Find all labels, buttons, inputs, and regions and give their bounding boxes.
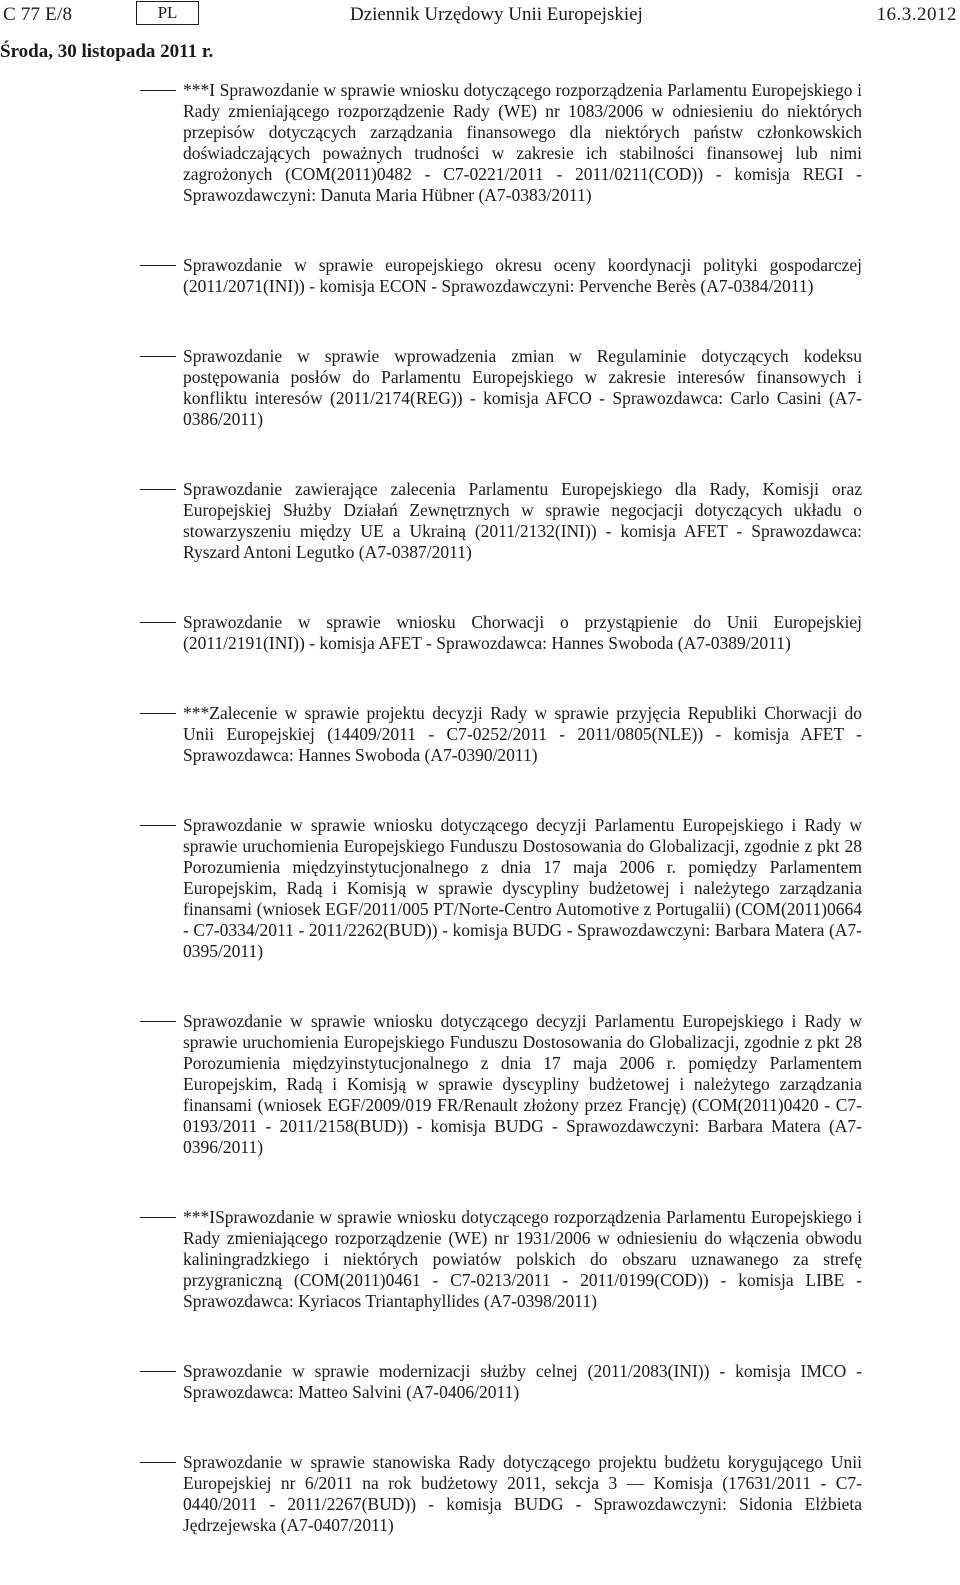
sitting-date: Środa, 30 listopada 2011 r.: [0, 41, 214, 62]
dash-marker: [140, 90, 176, 91]
dash-marker: [140, 1217, 176, 1218]
journal-code: C 77 E/8: [3, 4, 73, 25]
agenda-item: [0, 346, 862, 430]
agenda-item: [0, 1361, 862, 1403]
agenda-item-text: Sprawozdanie w sprawie wniosku dotyczącego decyzji Parlamentu Europejskiego i Rady w sprawie uruchomienia Europejskiego Funduszu Dostosowania do Globalizacji, zgodnie z pkt 28 Porozumienia międzyinstytucjonalnego z dnia 17 maja 2006 r. pomiędzy Parlamentem Europejskim, Radą i Komisją w sprawie dyscypliny budżetowej i należytego zarządzania finansami (wniosek EGF/2009/019 FR/Renault złożony przez Francję) (COM(2011)0420 - C7-0193/2011 - 2011/2158(BUD)) - komisja BUDG - Sprawozdawczyni: Barbara Matera (A7-0396/2011): [183, 1011, 862, 1157]
agenda-item-text: Sprawozdanie w sprawie modernizacji służby celnej (2011/2083(INI)) - komisja IMCO - Sprawozdawca: Matteo Salvini (A7-0406/2011): [183, 1361, 862, 1402]
dash-marker: [140, 1021, 176, 1022]
agenda-item-text: Sprawozdanie w sprawie stanowiska Rady dotyczącego projektu budżetu korygującego Unii Europejskiej nr 6/2011 na rok budżetowy 2011, sekcja 3 — Komisja (17631/2011 - C7-0440/2011 - 2011/2267(BUD)) - komisja BUDG - Sprawozdawczyni: Sidonia Elżbieta Jędrzejewska (A7-0407/2011): [183, 1452, 862, 1535]
language-badge: PL: [136, 1, 199, 25]
page-header: [0, 0, 960, 30]
dash-marker: [140, 265, 176, 266]
agenda-item-text: ***Zalecenie w sprawie projektu decyzji Rady w sprawie przyjęcia Republiki Chorwacji do Unii Europejskiej (14409/2011 - C7-0252/2011 - 2011/0805(NLE)) - komisja AFET - Sprawozdawca: Hannes Swoboda (A7-0390/2011): [183, 703, 862, 765]
agenda-item: [0, 1207, 862, 1312]
journal-title: Dziennik Urzędowy Unii Europejskiej: [350, 4, 643, 25]
agenda-item: [0, 612, 862, 654]
agenda-item-text: ***ISprawozdanie w sprawie wniosku dotyczącego rozporządzenia Parlamentu Europejskiego i Rady zmieniającego rozporządzenie (WE) nr 1931/2006 w odniesieniu do włączenia obwodu kaliningradzkiego i niektórych powiatów polskich do obszaru uznawanego za strefę przygraniczną (COM(2011)0461 - C7-0213/2011 - 2011/0199(COD)) - komisja LIBE - Sprawozdawca: Kyriacos Triantaphyllides (A7-0398/2011): [183, 1207, 862, 1311]
agenda-item: [0, 1452, 862, 1536]
agenda-item: [0, 703, 862, 766]
agenda-item: [0, 479, 862, 563]
agenda-item: [0, 815, 862, 962]
dash-marker: [140, 825, 176, 826]
dash-marker: [140, 356, 176, 357]
dash-marker: [140, 1371, 176, 1372]
agenda-item-text: Sprawozdanie w sprawie wniosku dotyczącego decyzji Parlamentu Europejskiego i Rady w sprawie uruchomienia Europejskiego Funduszu Dostosowania do Globalizacji, zgodnie z pkt 28 Porozumienia międzyinstytucjonalnego z dnia 17 maja 2006 r. pomiędzy Parlamentem Europejskim, Radą i Komisją w sprawie dyscypliny budżetowej i należytego zarządzania finansami (wniosek EGF/2011/005 PT/Norte-Centro Automotive z Portugalii) (COM(2011)0664 - C7-0334/2011 - 2011/2262(BUD)) - komisja BUDG - Sprawozdawczyni: Barbara Matera (A7-0395/2011): [183, 815, 862, 961]
agenda-item: [0, 255, 862, 297]
agenda-list: [0, 80, 862, 1585]
dash-marker: [140, 1462, 176, 1463]
dash-marker: [140, 622, 176, 623]
agenda-item-text: Sprawozdanie w sprawie wniosku Chorwacji o przystąpienie do Unii Europejskiej (2011/2191(INI)) - komisja AFET - Sprawozdawca: Hannes Swoboda (A7-0389/2011): [183, 612, 862, 653]
agenda-item-text: Sprawozdanie w sprawie europejskiego okresu oceny koordynacji polityki gospodarczej (2011/2071(INI)) - komisja ECON - Sprawozdawczyni: Pervenche Berès (A7-0384/2011): [183, 255, 862, 296]
agenda-item: [0, 80, 862, 206]
publication-date: 16.3.2012: [876, 4, 957, 25]
dash-marker: [140, 713, 176, 714]
dash-marker: [140, 489, 176, 490]
agenda-item: [0, 1011, 862, 1158]
agenda-item-text: ***I Sprawozdanie w sprawie wniosku dotyczącego rozporządzenia Parlamentu Europejskiego i Rady zmieniającego rozporządzenie Rady (WE) nr 1083/2006 w odniesieniu do niektórych przepisów dotyczących zarządzania finansowego dla niektórych państw członkowskich doświadczających poważnych trudności w zakresie ich stabilności finansowej lub nimi zagrożonych (COM(2011)0482 - C7-0221/2011 - 2011/0211(COD)) - komisja REGI - Sprawozdawczyni: Danuta Maria Hübner (A7-0383/2011): [183, 80, 862, 205]
agenda-item-text: Sprawozdanie zawierające zalecenia Parlamentu Europejskiego dla Rady, Komisji oraz Europejskiej Służby Działań Zewnętrznych w sprawie negocjacji dotyczących układu o stowarzyszeniu między UE a Ukrainą (2011/2132(INI)) - komisja AFET - Sprawozdawca: Ryszard Antoni Legutko (A7-0387/2011): [183, 479, 862, 562]
agenda-item-text: Sprawozdanie w sprawie wprowadzenia zmian w Regulaminie dotyczących kodeksu postępowania posłów do Parlamentu Europejskiego w zakresie interesów finansowych i konfliktu interesów (2011/2174(REG)) - komisja AFCO - Sprawozdawca: Carlo Casini (A7-0386/2011): [183, 346, 862, 429]
